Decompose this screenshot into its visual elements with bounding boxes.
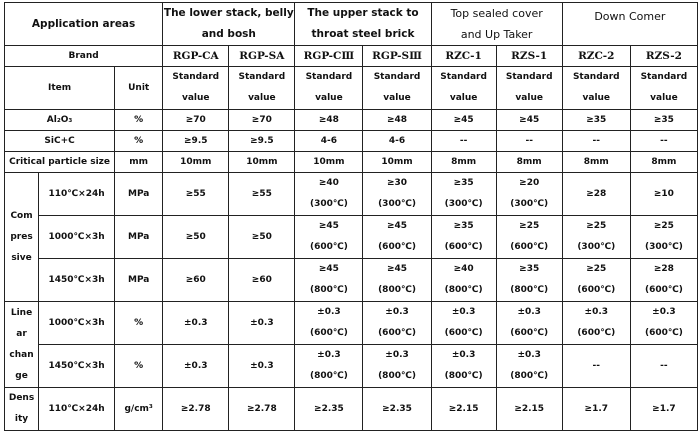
value-cell: ≥2.78 bbox=[163, 388, 229, 431]
value-cell: ±0.3 (800℃) bbox=[431, 345, 496, 388]
condition: 110℃×24h bbox=[39, 173, 115, 216]
value-cell: ≥25 (600℃) bbox=[562, 259, 630, 302]
value-cell: 8mm bbox=[562, 152, 630, 173]
value-cell: ≥45 (600℃) bbox=[295, 216, 363, 259]
compressive-label: Com pres sive bbox=[5, 173, 39, 302]
brand-cell: RGP-CA bbox=[163, 46, 229, 67]
standard-value-cell: Standard value bbox=[562, 67, 630, 110]
application-areas-label: Application areas bbox=[5, 3, 163, 46]
group-lower-stack: The lower stack, belly and bosh bbox=[163, 3, 295, 46]
unit: mm bbox=[115, 152, 163, 173]
value-cell: ±0.3 (800℃) bbox=[363, 345, 431, 388]
value-cell: ±0.3 (600℃) bbox=[630, 302, 697, 345]
condition: 1000℃×3h bbox=[39, 216, 115, 259]
unit: % bbox=[115, 302, 163, 345]
value-cell: ±0.3 (800℃) bbox=[496, 345, 562, 388]
value-cell: ≥28 (600℃) bbox=[630, 259, 697, 302]
value-cell: ≥2.15 bbox=[496, 388, 562, 431]
value-cell: ≥25 (300℃) bbox=[562, 216, 630, 259]
value-cell: 8mm bbox=[630, 152, 697, 173]
value-cell: ≥25 (300℃) bbox=[630, 216, 697, 259]
value-cell: ≥20 (300℃) bbox=[496, 173, 562, 216]
value-cell: 10mm bbox=[229, 152, 295, 173]
row-sic bbox=[5, 131, 698, 152]
standard-value-cell: Standard value bbox=[229, 67, 295, 110]
value-cell: ≥35 bbox=[562, 110, 630, 131]
value-cell: ≥9.5 bbox=[163, 131, 229, 152]
value-cell: 10mm bbox=[295, 152, 363, 173]
unit-label: Unit bbox=[115, 67, 163, 110]
value-cell: ≥2.35 bbox=[363, 388, 431, 431]
value-cell: ±0.3 bbox=[163, 302, 229, 345]
row-compressive-1000 bbox=[5, 216, 698, 259]
value-cell: 10mm bbox=[363, 152, 431, 173]
value-cell: -- bbox=[496, 131, 562, 152]
value-cell: ≥30 (300℃) bbox=[363, 173, 431, 216]
brand-cell: RZC-1 bbox=[431, 46, 496, 67]
condition: 1450℃×3h bbox=[39, 259, 115, 302]
value-cell: ≥70 bbox=[229, 110, 295, 131]
value-cell: ≥9.5 bbox=[229, 131, 295, 152]
value-cell: ≥50 bbox=[229, 216, 295, 259]
linear-change-label: Line ar chan ge bbox=[5, 302, 39, 388]
brand-cell: RZS-2 bbox=[630, 46, 697, 67]
value-cell: 4-6 bbox=[295, 131, 363, 152]
value-cell: ≥10 bbox=[630, 173, 697, 216]
value-cell: ±0.3 (600℃) bbox=[562, 302, 630, 345]
brand-cell: RGP-SⅢ bbox=[363, 46, 431, 67]
value-cell: ±0.3 bbox=[229, 302, 295, 345]
value-cell: ≥55 bbox=[163, 173, 229, 216]
standard-value-cell: Standard value bbox=[295, 67, 363, 110]
item-name: Critical particle size bbox=[5, 152, 115, 173]
condition: 1450℃×3h bbox=[39, 345, 115, 388]
value-cell: ≥2.35 bbox=[295, 388, 363, 431]
value-cell: ±0.3 bbox=[163, 345, 229, 388]
brand-cell: RZC-2 bbox=[562, 46, 630, 67]
group-down-comer: Down Comer bbox=[562, 3, 697, 46]
value-cell: 4-6 bbox=[363, 131, 431, 152]
item-name: Al₂O₃ bbox=[5, 110, 115, 131]
unit: MPa bbox=[115, 216, 163, 259]
value-cell: 8mm bbox=[431, 152, 496, 173]
row-particle-size bbox=[5, 152, 698, 173]
value-cell: ≥60 bbox=[163, 259, 229, 302]
value-cell: ±0.3 (600℃) bbox=[295, 302, 363, 345]
brand-label: Brand bbox=[5, 46, 163, 67]
value-cell: ≥28 bbox=[562, 173, 630, 216]
unit: % bbox=[115, 110, 163, 131]
value-cell: ≥48 bbox=[363, 110, 431, 131]
row-density bbox=[5, 388, 698, 431]
row-al2o3 bbox=[5, 110, 698, 131]
unit: MPa bbox=[115, 259, 163, 302]
value-cell: ±0.3 (600℃) bbox=[363, 302, 431, 345]
value-cell: ≥45 (800℃) bbox=[295, 259, 363, 302]
value-cell: -- bbox=[562, 131, 630, 152]
value-cell: ≥40 (300℃) bbox=[295, 173, 363, 216]
value-cell: ≥70 bbox=[163, 110, 229, 131]
unit: MPa bbox=[115, 173, 163, 216]
header-row-item bbox=[5, 67, 698, 110]
brand-cell: RGP-SA bbox=[229, 46, 295, 67]
brand-cell: RGP-CⅢ bbox=[295, 46, 363, 67]
standard-value-cell: Standard value bbox=[163, 67, 229, 110]
condition: 110℃×24h bbox=[39, 388, 115, 431]
row-linear-1000 bbox=[5, 302, 698, 345]
value-cell: ≥45 (600℃) bbox=[363, 216, 431, 259]
value-cell: ≥2.15 bbox=[431, 388, 496, 431]
row-linear-1450 bbox=[5, 345, 698, 388]
value-cell: ±0.3 (800℃) bbox=[295, 345, 363, 388]
value-cell: ≥25 (600℃) bbox=[496, 216, 562, 259]
standard-value-cell: Standard value bbox=[363, 67, 431, 110]
value-cell: ≥50 bbox=[163, 216, 229, 259]
value-cell: -- bbox=[562, 345, 630, 388]
unit: % bbox=[115, 131, 163, 152]
row-compressive-1450 bbox=[5, 259, 698, 302]
header-row-areas bbox=[5, 3, 698, 46]
unit: g/cm³ bbox=[115, 388, 163, 431]
standard-value-cell: Standard value bbox=[630, 67, 697, 110]
value-cell: ±0.3 (600℃) bbox=[496, 302, 562, 345]
value-cell: 10mm bbox=[163, 152, 229, 173]
brand-cell: RZS-1 bbox=[496, 46, 562, 67]
value-cell: ≥35 (600℃) bbox=[431, 216, 496, 259]
group-upper-stack: The upper stack to throat steel brick bbox=[295, 3, 431, 46]
value-cell: ≥45 bbox=[431, 110, 496, 131]
group-top-sealed-cover: Top sealed cover and Up Taker bbox=[431, 3, 562, 46]
value-cell: ≥35 bbox=[630, 110, 697, 131]
item-name: SiC+C bbox=[5, 131, 115, 152]
value-cell: ≥45 (800℃) bbox=[363, 259, 431, 302]
standard-value-cell: Standard value bbox=[496, 67, 562, 110]
refractory-spec-table bbox=[4, 2, 698, 431]
value-cell: -- bbox=[431, 131, 496, 152]
value-cell: ≥35 (800℃) bbox=[496, 259, 562, 302]
value-cell: ≥40 (800℃) bbox=[431, 259, 496, 302]
density-label: Dens ity bbox=[5, 388, 39, 431]
unit: % bbox=[115, 345, 163, 388]
value-cell: ≥2.78 bbox=[229, 388, 295, 431]
value-cell: ±0.3 bbox=[229, 345, 295, 388]
value-cell: -- bbox=[630, 131, 697, 152]
value-cell: -- bbox=[630, 345, 697, 388]
value-cell: ≥60 bbox=[229, 259, 295, 302]
value-cell: ≥45 bbox=[496, 110, 562, 131]
value-cell: 8mm bbox=[496, 152, 562, 173]
header-row-brand bbox=[5, 46, 698, 67]
value-cell: ≥48 bbox=[295, 110, 363, 131]
condition: 1000℃×3h bbox=[39, 302, 115, 345]
value-cell: ≥35 (300℃) bbox=[431, 173, 496, 216]
value-cell: ±0.3 (600℃) bbox=[431, 302, 496, 345]
value-cell: ≥1.7 bbox=[562, 388, 630, 431]
row-compressive-110 bbox=[5, 173, 698, 216]
value-cell: ≥1.7 bbox=[630, 388, 697, 431]
standard-value-cell: Standard value bbox=[431, 67, 496, 110]
value-cell: ≥55 bbox=[229, 173, 295, 216]
item-label: Item bbox=[5, 67, 115, 110]
